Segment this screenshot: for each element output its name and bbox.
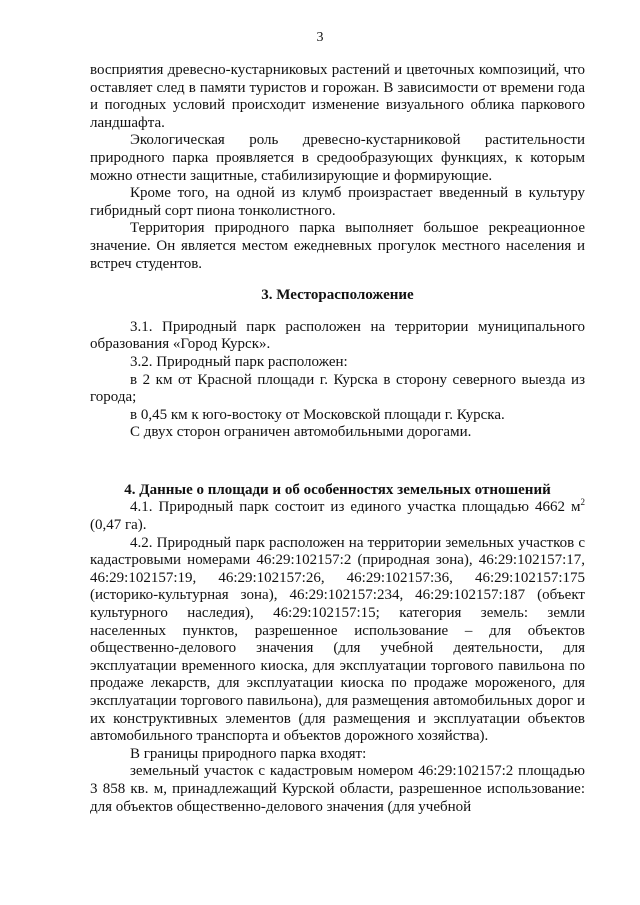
- section-heading: 4. Данные о площади и об особенностях земельных отношений: [124, 481, 551, 498]
- paragraph: земельный участок с кадастровым номером 46:29:102157:2 площадью 3 858 кв. м, принадлежащий Курской области, разрешенное использование: для объектов общественно-делового значения (для учебной: [90, 763, 585, 815]
- superscript: 2: [580, 497, 585, 508]
- document-body: [90, 62, 585, 816]
- section-heading: 3. Месторасположение: [261, 287, 414, 304]
- paragraph: Территория природного парка выполняет большое рекреационное значение. Он является местом ежедневных прогулок местного населения и встреч студентов.: [90, 220, 585, 272]
- paragraph: Экологическая роль древесно-кустарниковой растительности природного парка проявляется в средообразующих функциях, к которым можно отнести защитные, стабилизирующие и формирующие.: [90, 132, 585, 184]
- paragraph: в 0,45 км к юго-востоку от Московской площади г. Курска.: [130, 406, 505, 423]
- paragraph: В границы природного парка входят:: [130, 745, 367, 762]
- paragraph: 4.2. Природный парк расположен на территории земельных участков с кадастровыми номерами 46:29:102157:2 (природная зона), 46:29:102157:17, 46:29:102157:19, 46:29:102157:26, 46:29:102157:36, 46:29:102157:175 (историко-культурная зона), 46:29:102157:234, 46:29:102157:187 (объект культурного наследия), 46:29:102157:15; категория земель: земли населенных пунктов, разрешенное использование – для объектов общественно-делового значения (для учебной деятельности, для эксплуатации временного киоска, для эксплуатации торгового павильона по продаже лекарств, для эксплуатации киоска по продаже мороженого, для эксплуатации торгового павильона), для размещения автомобильных дорог и их конструктивных элементов (для размещения и эксплуатации объектов автомобильного транспорта и объектов дорожного хозяйства).: [90, 534, 585, 745]
- paragraph: в 2 км от Красной площади г. Курска в сторону северного выезда из города;: [90, 371, 585, 406]
- paragraph: С двух сторон ограничен автомобильными дорогами.: [130, 424, 472, 441]
- area-hectares: (0,47 га).: [90, 517, 147, 534]
- paragraph: Кроме того, на одной из клумб произрастает введенный в культуру гибридный сорт пиона тонколистного.: [90, 185, 585, 219]
- page-number: 3: [316, 30, 324, 45]
- paragraph: 3.1. Природный парк расположен на территории муниципального образования «Город Курск».: [90, 318, 585, 353]
- paragraph: [90, 499, 585, 534]
- area-text: 4.1. Природный парк состоит из единого участка площадью 4662 м: [130, 499, 581, 516]
- paragraph: 3.2. Природный парк расположен:: [130, 353, 348, 370]
- paragraph: восприятия древесно-кустарниковых растений и цветочных композиций, что оставляет след в памяти туристов и горожан. В зависимости от времени года и погодных условий происходит изменение визуального облика паркового ландшафта.: [90, 62, 585, 131]
